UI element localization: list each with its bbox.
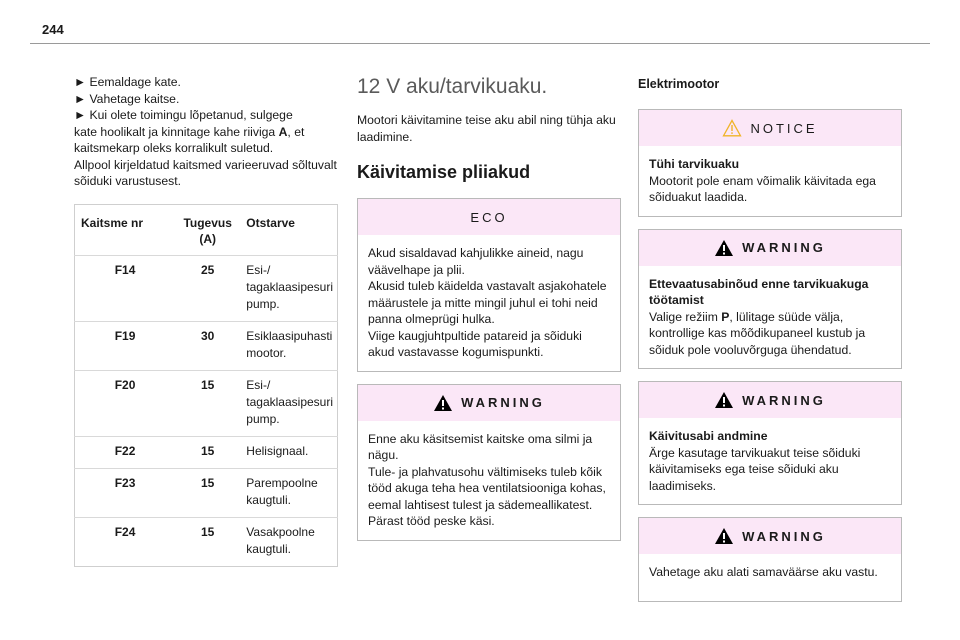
warning-box-body	[639, 554, 901, 601]
warning-text: Pärast tööd peske käsi.	[368, 514, 495, 528]
column-right	[638, 74, 902, 602]
eco-text: Viige kaugjuhtpultide patareid ja sõiduki akud vastavasse kogumispunkti.	[368, 328, 582, 359]
warning-box-body	[639, 418, 901, 504]
table-row	[75, 468, 338, 517]
fuse-rating: 30	[173, 321, 240, 370]
warning-text	[649, 309, 891, 359]
instruction-line: ► Kui olete toimingu lõpetanud, sulgege	[74, 108, 293, 122]
table-header-row	[75, 204, 338, 255]
fuse-purpose: Esi-/ tagaklaasipesuri pump.	[240, 370, 337, 436]
fuse-purpose: Esiklaasipuhasti mootor.	[240, 321, 337, 370]
warning-text: Ärge kasutage tarvikuakut teise sõiduki käivitamiseks ega teise sõiduki aku laadimiseks.	[649, 445, 861, 493]
eco-box	[357, 198, 621, 372]
fuse-table	[74, 204, 338, 567]
notice-box	[638, 109, 902, 217]
warning-text-part: Valige režiim	[649, 309, 722, 324]
instruction-line: ► Eemaldage kate.	[74, 75, 181, 89]
eco-box-body	[358, 235, 620, 371]
eco-text: Akusid tuleb käidelda vastavalt asjakohatele määrustele ja mitte mingil juhul ei tohi neid panna olmeprügi hulka.	[368, 279, 607, 326]
table-row	[75, 436, 338, 468]
section-title: 12 V aku/tarvikuaku.	[357, 75, 548, 98]
column-middle	[357, 74, 621, 541]
notice-heading: Tühi tarvikuaku	[649, 157, 740, 171]
warning-box-body	[358, 421, 620, 540]
warning-box	[638, 517, 902, 602]
warning-text-part: , lülitage süüde välja, kontrollige kas mõõdikupaneel kustub ja sõiduk pole vooluvõrguga ühendatud.	[649, 309, 866, 357]
warning-triangle-icon	[714, 239, 734, 257]
section-intro: Mootori käivitamine teise aku abil ning tühja aku laadimine.	[357, 113, 616, 144]
instruction-line	[74, 124, 338, 141]
table-row	[75, 255, 338, 321]
warning-label: WARNING	[742, 392, 826, 408]
instruction-line: sõiduki varustusest.	[74, 174, 182, 188]
fuse-purpose: Parempoolne kaugtuli.	[240, 468, 337, 517]
warning-box	[638, 381, 902, 505]
warning-text: Enne aku käsitsemist kaitske oma silmi ja nägu.	[368, 431, 593, 462]
warning-box-header	[358, 385, 620, 421]
subsection-title: Käivitamise pliiakud	[357, 162, 531, 182]
fuse-purpose: Vasakpoolne kaugtuli.	[240, 517, 337, 566]
fuse-instructions	[74, 74, 338, 190]
instruction-line: ► Vahetage kaitse.	[74, 91, 180, 106]
notice-label: NOTICE	[750, 120, 818, 136]
warning-box-header	[639, 230, 901, 266]
warning-box-body	[639, 266, 901, 369]
fuse-number: F19	[75, 321, 174, 370]
warning-triangle-icon	[714, 527, 734, 545]
instruction-line: kaitsmekarp oleks korralikult suletud.	[74, 141, 274, 155]
table-row	[75, 517, 338, 566]
latch-label: A	[278, 124, 288, 139]
fuse-purpose: Esi-/ tagaklaasipesuri pump.	[240, 255, 337, 321]
warning-box-header	[639, 382, 901, 418]
header-fuse-number: Kaitsme nr	[81, 215, 144, 230]
warning-box	[357, 384, 621, 541]
header-divider	[30, 43, 930, 44]
header-rating: Tugevus (A)	[183, 215, 232, 246]
header-purpose: Otstarve	[246, 215, 295, 230]
warning-box	[638, 229, 902, 370]
warning-box-header	[639, 518, 901, 554]
fuse-number: F14	[75, 255, 174, 321]
warning-label: WARNING	[742, 528, 826, 544]
notice-box-body	[639, 146, 901, 216]
fuse-rating: 15	[173, 517, 240, 566]
fuse-number: F24	[75, 517, 174, 566]
fuse-rating: 15	[173, 436, 240, 468]
warning-label: WARNING	[461, 395, 545, 410]
eco-text: Akud sisaldavad kahjulikke aineid, nagu väävelhape ja plii.	[368, 246, 584, 277]
fuse-number: F20	[75, 370, 174, 436]
fuse-rating: 15	[173, 370, 240, 436]
table-row	[75, 321, 338, 370]
warning-text: Vahetage aku alati samaväärse aku vastu.	[649, 565, 878, 579]
column-left	[74, 74, 338, 567]
fuse-number: F22	[75, 436, 174, 468]
instruction-text: , et	[287, 124, 305, 139]
warning-triangle-icon	[433, 394, 453, 412]
fuse-number: F23	[75, 468, 174, 517]
mode-label: P	[721, 309, 730, 324]
eco-box-header	[358, 199, 620, 235]
warning-text: Tule- ja plahvatusohu vältimiseks tuleb kõik tööd akuga teha hea ventilatsiooniga kohas, eemal lahtisest tulest ja sädemeallikatest.	[368, 464, 606, 512]
warning-label: WARNING	[742, 240, 826, 255]
fuse-purpose: Helisignaal.	[240, 436, 337, 468]
notice-text: Mootorit pole enam võimalik käivitada ega sõiduakut laadida.	[649, 173, 876, 204]
page-number: 244	[42, 22, 64, 37]
electric-motor-title: Elektrimootor	[638, 77, 720, 91]
notice-triangle-icon	[722, 119, 742, 137]
fuse-rating: 15	[173, 468, 240, 517]
fuse-rating: 25	[173, 255, 240, 321]
notice-box-header	[639, 110, 901, 146]
instruction-line: Allpool kirjeldatud kaitsmed varieeruvad sõltuvalt	[74, 157, 337, 172]
table-row	[75, 370, 338, 436]
instruction-text: kate hoolikalt ja kinnitage kahe riiviga	[74, 124, 279, 139]
warning-triangle-icon	[714, 391, 734, 409]
warning-heading: Ettevaatusabinõud enne tarvikuakuga töötamist	[649, 276, 869, 307]
eco-label: ECO	[470, 209, 508, 225]
warning-heading: Käivitusabi andmine	[649, 429, 768, 443]
